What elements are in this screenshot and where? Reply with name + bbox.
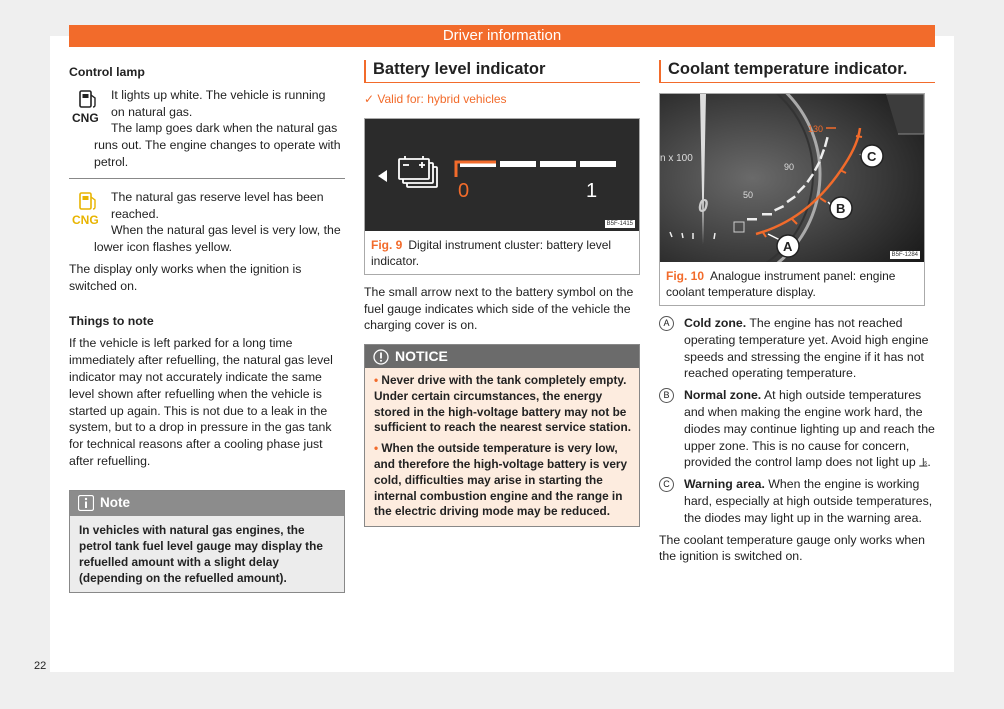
info-icon: [78, 495, 94, 511]
callout-b: B: [836, 201, 846, 216]
valid-for-label: ✓ Valid for: hybrid vehicles: [364, 92, 507, 106]
zone-text: When the engine is working hard, especially at high outside temperatures, the diodes may light up in the warning area.: [684, 477, 933, 525]
battery-gauge-graphic: [365, 119, 631, 231]
middle-column: [364, 60, 640, 527]
svg-text:0: 0: [698, 196, 709, 216]
battery-min-label: 0: [458, 179, 470, 202]
zone-title: Cold zone.: [684, 316, 747, 330]
coolant-section-title: Coolant temperature indicator.: [659, 60, 935, 83]
zone-letter: B: [659, 388, 674, 403]
note-box: [69, 490, 345, 593]
notice-box: [364, 344, 640, 527]
header-title: Driver information: [442, 27, 562, 44]
figure-9: [364, 118, 640, 275]
figure-caption: [660, 262, 924, 305]
coolant-gauge-graphic: [660, 94, 924, 262]
figure-code: B5F-1284: [891, 252, 918, 258]
zone-text: At high outside temperatures and when making the engine work hard, the diodes may continue lighting up and reach the upper zone. This is no cause for concern, provided the control lamp does not light up ⫡.: [684, 388, 935, 470]
lamp2-icon-label: CNG: [72, 212, 99, 227]
battery-icon: [399, 156, 437, 187]
temp-90-label: 90: [784, 162, 795, 172]
zone-letter: A: [659, 316, 674, 331]
lamp2-line1: The natural gas reserve level has been: [111, 189, 324, 204]
figure-number: Fig. 9: [371, 237, 403, 252]
things-text: If the vehicle is left parked for a long time immediately after refuelling, the natural gas level indicator may not accurately indicate the same level shown after refuelling when the vehicle is started up again. This is not due to a leak in the system, but to a drop in pressure in the gas tank for technical reasons after a cooling phase just after refuelling.: [69, 336, 333, 468]
zone-item: [659, 315, 935, 382]
figure-code: B5F-1415: [606, 220, 633, 227]
page-number: 22: [34, 660, 47, 672]
right-column: [659, 60, 935, 565]
cng-reserve-icon: [71, 191, 105, 227]
coolant-gauge-image: [660, 94, 924, 262]
control-lamp-heading: Control lamp: [69, 65, 145, 79]
lamp1-rest: The lamp goes dark when the natural gas runs out. The engine changes to operate with petrol.: [94, 121, 341, 169]
battery-level-bar: [456, 161, 616, 177]
battery-body-text: The small arrow next to the battery symbol on the fuel gauge indicates which side of the vehicle the charging cover is on.: [364, 284, 634, 333]
notice-item-2-text: When the outside temperature is very low, and therefore the high-voltage battery is very cold, difficulties may arise in starting the internal combustion engine and the range in the electric driving mode may be reduced.: [374, 441, 628, 519]
zone-title: Normal zone.: [684, 388, 762, 403]
notice-header: [365, 345, 639, 368]
figure-number: Fig. 10: [666, 269, 705, 283]
lamp1-line2: on natural gas.: [111, 104, 193, 119]
things-heading: Things to note: [69, 313, 154, 328]
notice-body: [365, 368, 639, 526]
callout-a: A: [783, 239, 793, 254]
zone-title: Warning area.: [684, 477, 765, 492]
note-header: [70, 491, 344, 516]
divider: [69, 178, 345, 179]
lamp1-line1: It lights up white. The vehicle is running: [111, 87, 326, 102]
section-header-bar: [69, 25, 935, 47]
battery-max-label: 1: [586, 179, 598, 202]
lamp-cng-white: [69, 87, 345, 171]
zone-text: The engine has not reached operating temperature yet. Avoid high engine speeds and stressing the engine if it has not reached operating temperature.: [684, 316, 929, 381]
figure-caption-text: Digital instrument cluster: battery level indicator.: [371, 237, 612, 268]
battery-cluster-image: [365, 119, 639, 231]
display-note: The display only works when the ignition is switched on.: [69, 261, 302, 293]
notice-item-2: [374, 441, 631, 520]
lamp1-icon-label: CNG: [72, 110, 99, 125]
figure-caption: [365, 231, 639, 274]
figure-caption-text: Analogue instrument panel: engine coolant temperature display.: [666, 269, 896, 299]
lamp2-line2: reached.: [111, 206, 159, 221]
rpm-label: n x 100: [660, 153, 693, 164]
figure-10: [659, 93, 925, 306]
note-text: In vehicles with natural gas engines, the petrol tank fuel level gauge may display the refuelled amount with a slight delay (depending on the refuelled amount).: [70, 516, 344, 592]
left-column: [69, 60, 345, 593]
warning-circle-icon: [373, 349, 389, 365]
charge-side-arrow-icon: [378, 170, 387, 182]
callout-c: C: [867, 149, 877, 164]
notice-item-1-text: Never drive with the tank completely empty. Under certain circumstances, the energy stored in the high-voltage battery may not be sufficient to reach the nearest service station.: [374, 372, 631, 435]
lamp-cng-reserve: [69, 189, 345, 256]
notice-title: NOTICE: [395, 348, 448, 365]
temp-50-label: 50: [743, 190, 754, 200]
zone-item: [659, 476, 935, 526]
zone-item: [659, 387, 935, 471]
notice-item-1: [374, 373, 631, 436]
bullet-icon: •: [374, 441, 382, 456]
note-title: Note: [100, 494, 130, 510]
battery-section-title: Battery level indicator: [364, 60, 640, 83]
coolant-footer-text: The coolant temperature gauge only works when the ignition is switched on.: [659, 532, 925, 564]
temp-130-label: 130: [808, 124, 824, 134]
zone-list: [659, 315, 935, 527]
cng-fuel-pump-icon: [71, 89, 105, 125]
lamp2-rest: When the natural gas level is very low, the lower icon flashes yellow.: [94, 223, 341, 255]
zone-letter: C: [659, 477, 674, 492]
bullet-icon: •: [374, 372, 382, 387]
